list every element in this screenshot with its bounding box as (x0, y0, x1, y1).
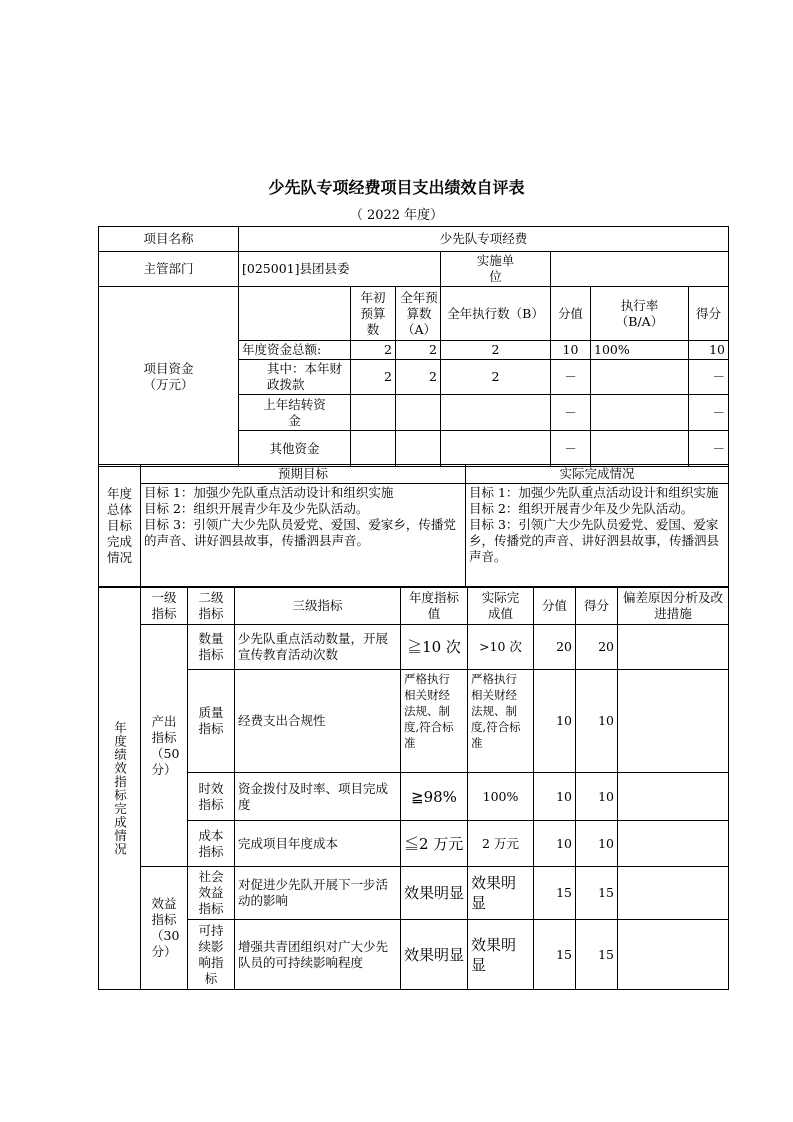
planned-goal-item: 目标 1：加强少先队重点活动设计和组织实施 (144, 485, 394, 500)
header-target: 年度指标值 (401, 587, 468, 625)
fund-initial: 2 (351, 341, 396, 360)
actual-goal-item: 目标 3：引领广大少先队员爱党、爱国、爱家乡，传播党的声音、讲好泗县故事，传播泗县声音。 (469, 517, 720, 564)
fund-score: － (689, 360, 729, 395)
fund-row-label: 上年结转资金 (239, 395, 351, 431)
fund-rate: 100% (591, 341, 689, 360)
score-value: 15 (534, 920, 576, 990)
goals-table (98, 464, 729, 588)
col-score-value: 分值 (551, 287, 591, 341)
level2-indicator: 可持续影响指标 (188, 920, 235, 990)
output-indicator-group: 产出指标（50分） (141, 625, 188, 867)
project-name-label: 项目名称 (99, 227, 239, 252)
score-value: 10 (534, 821, 576, 867)
header-score-value: 分值 (534, 587, 576, 625)
goals-label: 年度总体目标完成情况 (99, 465, 141, 588)
header-level1: 一级指标 (141, 587, 188, 625)
level3-indicator: 少先队重点活动数量，开展宣传教育活动次数 (235, 625, 401, 670)
score: 10 (576, 773, 618, 821)
actual-goal-item: 目标 2：组织开展青少年及少先队活动。 (469, 501, 694, 516)
page-title: 少先队专项经费项目支出绩效自评表 (268, 178, 525, 197)
deviation (618, 773, 729, 821)
deviation (618, 670, 729, 773)
target-value: 严格执行相关财经法规、制度,符合标准 (401, 670, 468, 773)
header-level3: 三级指标 (235, 587, 401, 625)
actual-value: 效果明显 (468, 920, 534, 990)
impl-unit-label: 实施单位 (441, 252, 551, 287)
col-full-exec: 全年执行数（B） (441, 287, 551, 341)
fund-full: 2 (396, 360, 441, 395)
level3-indicator: 对促进少先队开展下一步活动的影响 (235, 867, 401, 920)
fund-exec: 2 (441, 341, 551, 360)
fund-exec (441, 395, 551, 431)
target-value: 效果明显 (401, 867, 468, 920)
target-value: ≧10 次 (401, 625, 468, 670)
score-value: 10 (534, 773, 576, 821)
deviation (618, 867, 729, 920)
level2-indicator: 质量指标 (188, 670, 235, 773)
actual-value: 效果明显 (468, 867, 534, 920)
deviation (618, 920, 729, 990)
fund-row-label: 其中：本年财政拨款 (239, 360, 351, 395)
score: 10 (576, 670, 618, 773)
project-name-value: 少先队专项经费 (239, 227, 729, 252)
header-score: 得分 (576, 587, 618, 625)
level2-indicator: 数量指标 (188, 625, 235, 670)
fund-exec (441, 431, 551, 467)
actual-goals (466, 484, 729, 588)
fund-full (396, 395, 441, 431)
dept-value: [025001]县团县委 (239, 252, 441, 287)
target-value: 效果明显 (401, 920, 468, 990)
fund-score-value: － (551, 395, 591, 431)
fund-score: 10 (689, 341, 729, 360)
fund-exec: 2 (441, 360, 551, 395)
fund-score: － (689, 431, 729, 467)
score: 20 (576, 625, 618, 670)
benefit-indicator-group: 效益指标（30分） (141, 867, 188, 990)
fund-rate (591, 395, 689, 431)
fund-score-value: － (551, 360, 591, 395)
fund-initial (351, 431, 396, 467)
planned-goals (141, 484, 466, 588)
header-level2: 二级指标 (188, 587, 235, 625)
fund-full (396, 431, 441, 467)
planned-goals-header: 预期目标 (141, 465, 466, 484)
actual-value: >10 次 (468, 625, 534, 670)
col-initial-budget: 年初预算数 (351, 287, 396, 341)
planned-goal-item: 目标 3：引领广大少先队员爱党、爱国、爱家乡，传播党的声音、讲好泗县故事，传播泗县声音。 (144, 517, 456, 548)
target-value: ≧98% (401, 773, 468, 821)
fund-full: 2 (396, 341, 441, 360)
header-deviation: 偏差原因分析及改进措施 (618, 587, 729, 625)
target-value: ≦2 万元 (401, 821, 468, 867)
score-value: 20 (534, 625, 576, 670)
fund-rate (591, 360, 689, 395)
score: 15 (576, 867, 618, 920)
score-value: 10 (534, 670, 576, 773)
score: 10 (576, 821, 618, 867)
actual-value: 100% (468, 773, 534, 821)
fund-score-value: 10 (551, 341, 591, 360)
fund-initial (351, 395, 396, 431)
level3-indicator: 完成项目年度成本 (235, 821, 401, 867)
fund-rate (591, 431, 689, 467)
header-actual: 实际完成值 (468, 587, 534, 625)
level2-indicator: 成本指标 (188, 821, 235, 867)
col-exec-rate: 执行率（B/A） (591, 287, 689, 341)
fund-row-label: 年度资金总额: (239, 341, 351, 360)
impl-unit-value (551, 252, 729, 287)
project-funds-table (98, 226, 729, 467)
level3-indicator: 增强共青团组织对广大少先队员的可持续影响程度 (235, 920, 401, 990)
actual-value: 2 万元 (468, 821, 534, 867)
fund-score: － (689, 395, 729, 431)
deviation (618, 625, 729, 670)
funds-label: 项目资金（万元） (99, 287, 239, 467)
planned-goal-item: 目标 2：组织开展青少年及少先队活动。 (144, 501, 369, 516)
dept-label: 主管部门 (99, 252, 239, 287)
actual-goals-header: 实际完成情况 (466, 465, 729, 484)
score: 15 (576, 920, 618, 990)
fund-score-value: － (551, 431, 591, 467)
indicators-label: 年度绩效指标完成情况 (99, 587, 141, 990)
actual-value: 严格执行相关财经法规、制度,符合标准 (468, 670, 534, 773)
fund-initial: 2 (351, 360, 396, 395)
level3-indicator: 资金拨付及时率、项目完成度 (235, 773, 401, 821)
score-value: 15 (534, 867, 576, 920)
indicators-table (98, 586, 729, 990)
actual-goal-item: 目标 1：加强少先队重点活动设计和组织实施 (469, 485, 719, 500)
level3-indicator: 经费支出合规性 (235, 670, 401, 773)
deviation (618, 821, 729, 867)
year-subtitle: （ 2022 年度） (349, 208, 444, 223)
level2-indicator: 社会效益指标 (188, 867, 235, 920)
funds-header-blank (239, 287, 351, 341)
fund-row-label: 其他资金 (239, 431, 351, 467)
col-full-budget: 全年预算数（A） (396, 287, 441, 341)
level2-indicator: 时效指标 (188, 773, 235, 821)
col-score: 得分 (689, 287, 729, 341)
